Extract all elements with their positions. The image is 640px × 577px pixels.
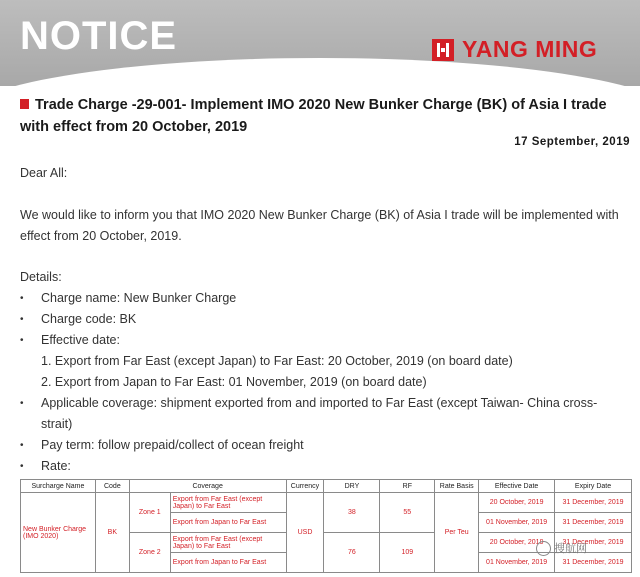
bullet-rate: • Rate: xyxy=(20,456,620,477)
cell-expiry-date: 31 December, 2019 xyxy=(555,553,632,573)
cell-coverage: Export from Far East (except Japan) to Far East xyxy=(170,493,286,513)
header-expiry-date: Expiry Date xyxy=(555,480,632,493)
cell-code: BK xyxy=(95,493,129,573)
cell-effective-date: 01 November, 2019 xyxy=(479,553,555,573)
cell-effective-date: 20 October, 2019 xyxy=(479,493,555,513)
title-marker-icon xyxy=(20,99,29,109)
header-rate-basis: Rate Basis xyxy=(435,480,479,493)
cell-dry-zone2: 76 xyxy=(324,533,380,573)
bullet-pay-term: • Pay term: follow prepaid/collect of ocean freight xyxy=(20,435,620,456)
header-code: Code xyxy=(95,480,129,493)
rate-table xyxy=(20,479,632,573)
header-currency: Currency xyxy=(286,480,324,493)
cell-rate-basis: Per Teu xyxy=(435,493,479,573)
intro-paragraph: We would like to inform you that IMO 2020 New Bunker Charge (BK) of Asia I trade will be implemented with effect from 20 October, 2019. xyxy=(20,208,619,243)
header-surcharge-name: Surcharge Name xyxy=(21,480,96,493)
effective-date-item-2: 2. Export from Japan to Far East: 01 November, 2019 (on board date) xyxy=(41,375,427,389)
notice-title xyxy=(20,94,620,138)
notice-date: 17 September, 2019 xyxy=(514,136,630,148)
notice-heading: NOTICE xyxy=(20,14,178,58)
watermark xyxy=(536,540,587,556)
cell-dry-zone1: 38 xyxy=(324,493,380,533)
bullet-effective-date: • Effective date: xyxy=(20,330,620,351)
cell-zone2: Zone 2 xyxy=(129,533,170,573)
details-list xyxy=(20,288,620,477)
cell-rf-zone2: 109 xyxy=(380,533,435,573)
cell-rf-zone1: 55 xyxy=(380,493,435,533)
cell-coverage: Export from Japan to Far East xyxy=(170,513,286,533)
cell-expiry-date: 31 December, 2019 xyxy=(555,513,632,533)
cell-effective-date: 01 November, 2019 xyxy=(479,513,555,533)
header-dry: DRY xyxy=(324,480,380,493)
bullet-charge-name: • Charge name: New Bunker Charge xyxy=(20,288,620,309)
watermark-logo-icon xyxy=(536,541,551,556)
bullet-charge-code: • Charge code: BK xyxy=(20,309,620,330)
table-header-row xyxy=(21,480,632,493)
logo-text: YANG MING xyxy=(462,36,598,62)
watermark-text: 搜航网 xyxy=(554,543,587,555)
header-rf: RF xyxy=(380,480,435,493)
details-label: Details: xyxy=(20,270,62,284)
header-coverage: Coverage xyxy=(129,480,286,493)
header-effective-date: Effective Date xyxy=(479,480,555,493)
cell-currency: USD xyxy=(286,493,324,573)
greeting: Dear All: xyxy=(20,166,68,180)
company-logo xyxy=(432,36,597,63)
table-row xyxy=(21,493,632,513)
cell-coverage: Export from Japan to Far East xyxy=(170,553,286,573)
effective-date-item-1: 1. Export from Far East (except Japan) to Far East: 20 October, 2019 (on board date) xyxy=(41,354,513,368)
cell-surcharge-name: New Bunker Charge (IMO 2020) xyxy=(21,493,96,573)
cell-expiry-date: 31 December, 2019 xyxy=(555,493,632,513)
cell-expiry-date: 31 December, 2019 xyxy=(555,533,632,553)
bullet-coverage: • Applicable coverage: shipment exported from and imported to Far East (except Taiwan- China cross-strait) xyxy=(20,393,620,435)
cell-coverage: Export from Far East (except Japan) to Far East xyxy=(170,533,286,553)
cell-effective-date: 20 October, 2019 xyxy=(479,533,555,553)
yang-ming-logo-icon xyxy=(432,39,454,61)
cell-zone1: Zone 1 xyxy=(129,493,170,533)
title-text: Trade Charge -29-001- Implement IMO 2020 New Bunker Charge (BK) of Asia I trade with effect from 20 October, 2019 xyxy=(20,97,607,135)
